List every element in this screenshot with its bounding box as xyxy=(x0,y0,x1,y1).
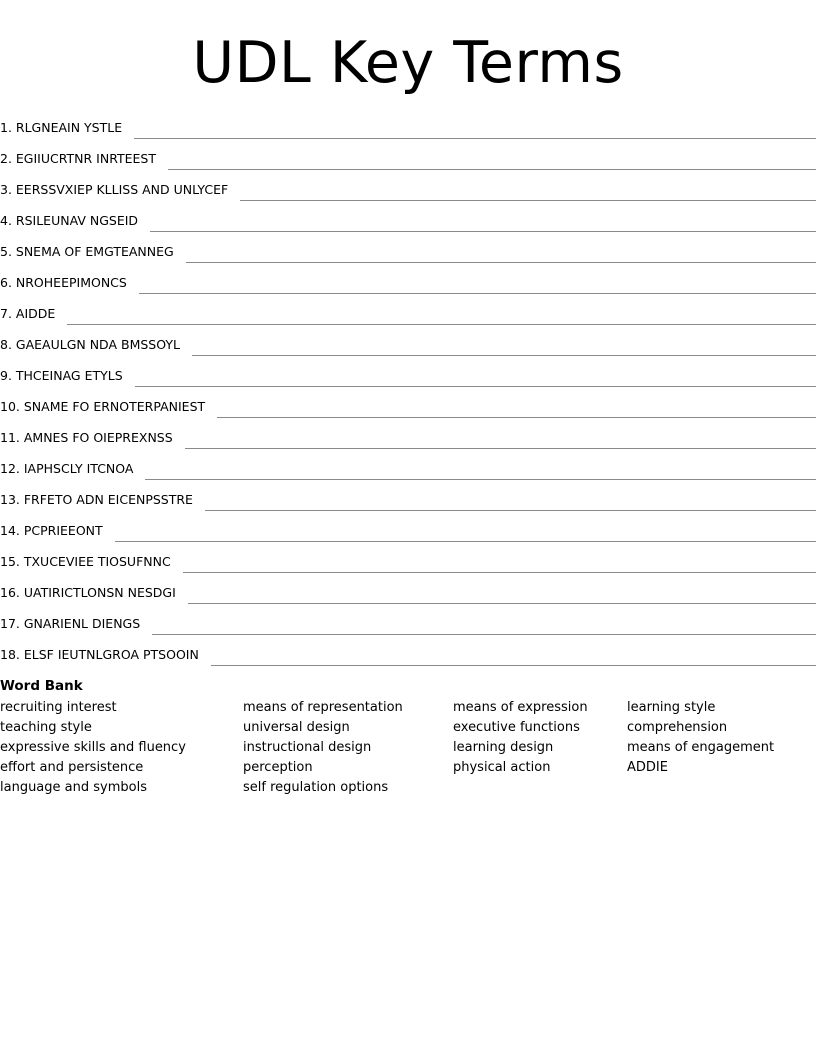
question-row xyxy=(0,297,816,328)
question-row xyxy=(0,111,816,142)
word-bank-column-2 xyxy=(243,698,403,798)
question-row xyxy=(0,204,816,235)
question-text: 18. ELSF IEUTNLGROA PTSOOIN xyxy=(0,647,199,662)
word-bank xyxy=(0,678,816,798)
word-bank-item: means of engagement xyxy=(627,740,775,755)
question-text: 13. FRFETO ADN EICENPSSTRE xyxy=(0,492,193,507)
word-bank-item: teaching style xyxy=(0,720,92,735)
question-text: 8. GAEAULGN NDA BMSSOYL xyxy=(0,337,180,352)
word-bank-title: Word Bank xyxy=(0,678,83,694)
question-row xyxy=(0,452,816,483)
word-bank-item: perception xyxy=(243,760,313,775)
answer-line[interactable] xyxy=(205,510,816,511)
question-row xyxy=(0,173,816,204)
word-bank-item: language and symbols xyxy=(0,780,147,795)
word-bank-column-4 xyxy=(627,698,774,778)
question-row xyxy=(0,328,816,359)
question-text: 4. RSILEUNAV NGSEID xyxy=(0,213,139,228)
question-text: 5. SNEMA OF EMGTEANNEG xyxy=(0,244,174,259)
answer-line[interactable] xyxy=(139,293,816,294)
answer-line[interactable] xyxy=(211,665,816,666)
word-bank-item: means of representation xyxy=(243,700,403,715)
question-text: 17. GNARIENL DIENGS xyxy=(0,616,141,631)
answer-line[interactable] xyxy=(217,417,816,418)
question-text: 12. IAPHSCLY ITCNOA xyxy=(0,461,134,476)
word-bank-item: universal design xyxy=(243,720,350,735)
answer-line[interactable] xyxy=(192,355,816,356)
answer-line[interactable] xyxy=(183,572,816,573)
word-bank-item: means of expression xyxy=(453,700,588,715)
word-bank-item: executive functions xyxy=(453,720,580,735)
word-bank-item: instructional design xyxy=(243,740,372,755)
word-bank-item: comprehension xyxy=(627,720,728,735)
question-text: 16. UATIRICTLONSN NESDGI xyxy=(0,585,176,600)
word-bank-column-1 xyxy=(0,698,186,798)
word-bank-item: expressive skills and fluency xyxy=(0,740,186,755)
answer-line[interactable] xyxy=(67,324,816,325)
question-text: 11. AMNES FO OIEPREXNSS xyxy=(0,430,173,445)
question-row xyxy=(0,390,816,421)
question-list xyxy=(0,111,816,669)
answer-line[interactable] xyxy=(115,541,816,542)
question-text: 14. PCPRIEEONT xyxy=(0,523,103,538)
question-text: 6. NROHEEPIMONCS xyxy=(0,275,127,290)
question-text: 1. RLGNEAIN YSTLE xyxy=(0,120,123,135)
word-bank-item: physical action xyxy=(453,760,551,775)
word-bank-item: learning design xyxy=(453,740,554,755)
answer-line[interactable] xyxy=(185,448,816,449)
question-row xyxy=(0,266,816,297)
question-row xyxy=(0,142,816,173)
word-bank-item: effort and persistence xyxy=(0,760,144,775)
word-bank-item: self regulation options xyxy=(243,780,389,795)
word-bank-grid xyxy=(0,698,816,798)
question-text: 15. TXUCEVIEE TIOSUFNNC xyxy=(0,554,171,569)
answer-line[interactable] xyxy=(188,603,816,604)
question-row xyxy=(0,514,816,545)
word-bank-item: recruiting interest xyxy=(0,700,117,715)
answer-line[interactable] xyxy=(240,200,816,201)
answer-line[interactable] xyxy=(150,231,816,232)
question-row xyxy=(0,576,816,607)
question-text: 10. SNAME FO ERNOTERPANIEST xyxy=(0,399,206,414)
word-bank-column-3 xyxy=(453,698,588,778)
question-row xyxy=(0,545,816,576)
answer-line[interactable] xyxy=(186,262,816,263)
question-row xyxy=(0,638,816,669)
answer-line[interactable] xyxy=(134,138,816,139)
question-text: 2. EGIIUCRTNR INRTEEST xyxy=(0,151,156,166)
question-text: 7. AIDDE xyxy=(0,306,56,321)
question-text: 9. THCEINAG ETYLS xyxy=(0,368,123,383)
word-bank-item: ADDIE xyxy=(627,760,668,775)
question-row xyxy=(0,235,816,266)
question-row xyxy=(0,421,816,452)
question-row xyxy=(0,607,816,638)
answer-line[interactable] xyxy=(152,634,816,635)
question-row xyxy=(0,359,816,390)
answer-line[interactable] xyxy=(135,386,816,387)
question-text: 3. EERSSVXIEP KLLISS AND UNLYCEF xyxy=(0,182,229,197)
answer-line[interactable] xyxy=(168,169,816,170)
answer-line[interactable] xyxy=(145,479,816,480)
page-title: UDL Key Terms xyxy=(192,30,624,96)
word-bank-item: learning style xyxy=(627,700,716,715)
question-row xyxy=(0,483,816,514)
